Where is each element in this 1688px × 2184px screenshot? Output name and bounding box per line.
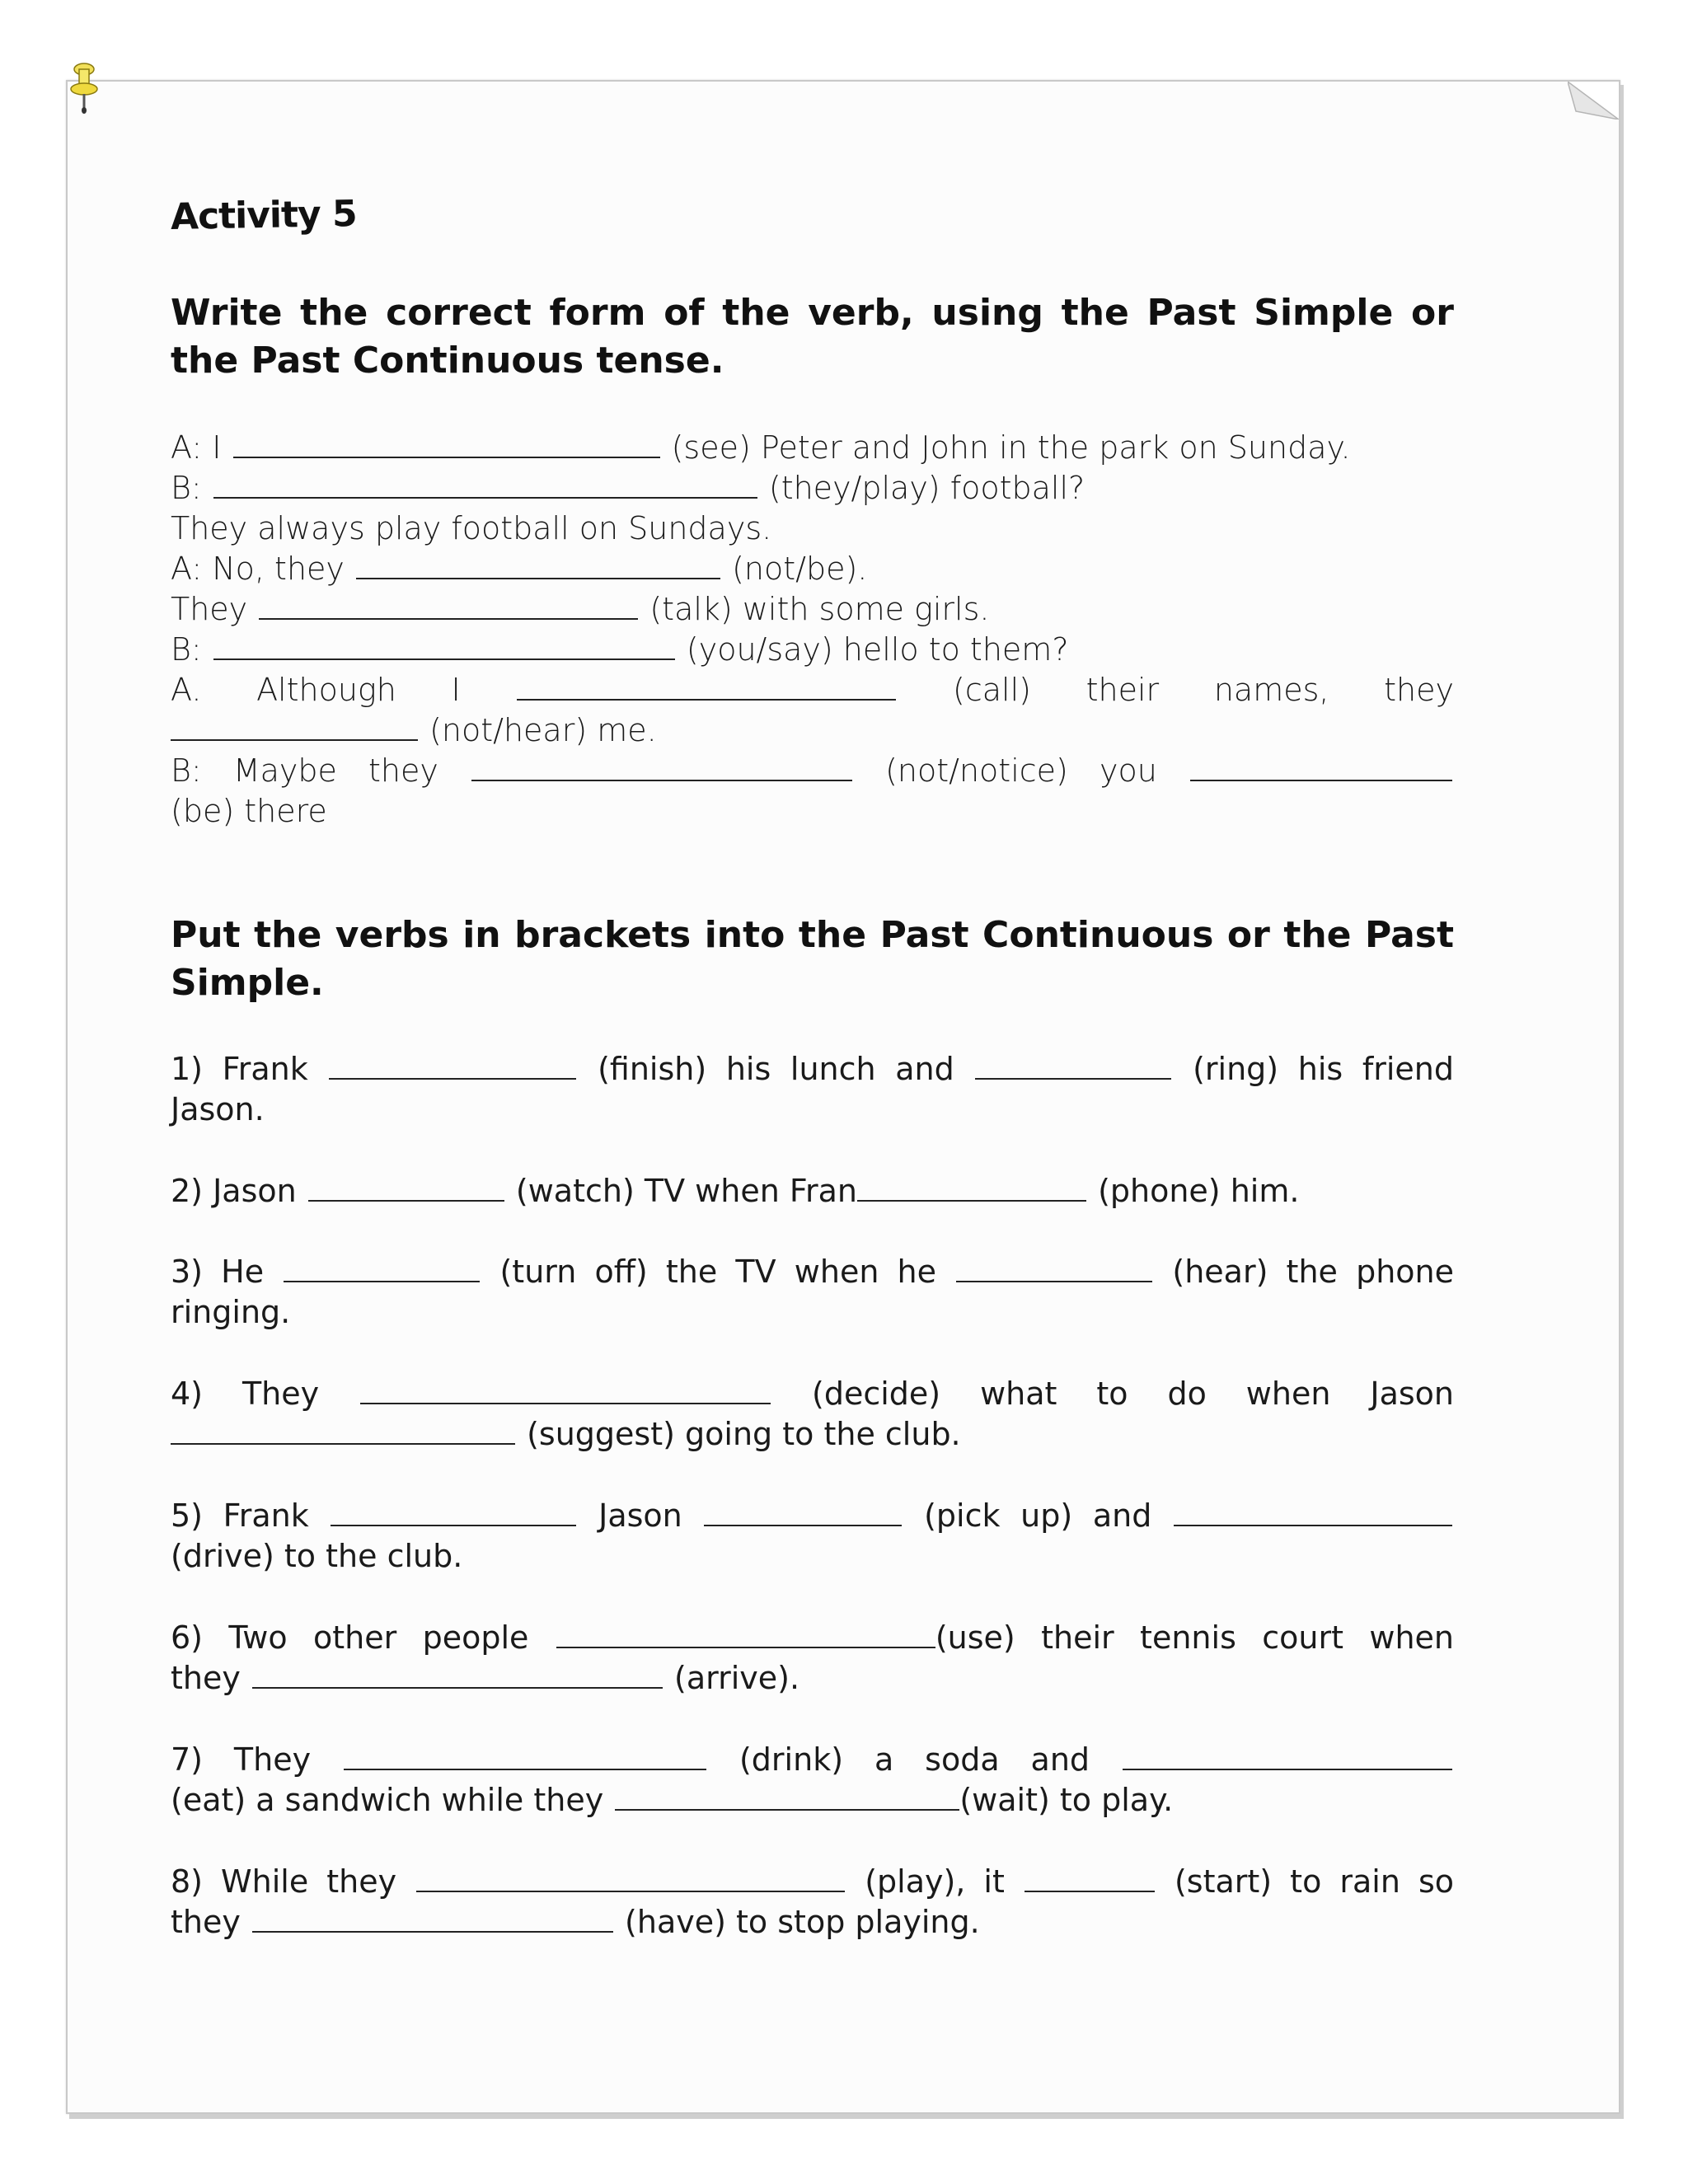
dialogue-line-10: (be) there	[171, 793, 327, 829]
dialogue-line-3: They always play football on Sundays.	[171, 510, 772, 546]
exercise-item-7: 7) They (drink) a soda and (eat) a sandwich while they (wait) to play.	[171, 1740, 1454, 1821]
answer-blank[interactable]	[956, 1256, 1152, 1282]
answer-blank[interactable]	[356, 553, 720, 579]
exercise-item-1: 1) Frank (finish) his lunch and (ring) his friend Jason.	[171, 1051, 1454, 1127]
answer-blank[interactable]	[213, 472, 757, 499]
exercise-item-2: 2) Jason (watch) TV when Fran (phone) him.	[171, 1173, 1300, 1209]
dialogue-line-7: A. Although I (call) their names, they	[171, 672, 1454, 708]
answer-blank[interactable]	[252, 1662, 663, 1689]
exercise-item-6: 6) Two other people (use) their tennis court when they (arrive).	[171, 1619, 1455, 1696]
answer-blank[interactable]	[615, 1784, 959, 1811]
dialogue-block	[171, 428, 1454, 832]
section1-instruction: Write the correct form of the verb, using the Past Simple or the Past Continuous tense.	[171, 292, 1454, 382]
answer-blank[interactable]	[360, 1378, 771, 1404]
answer-blank[interactable]	[308, 1175, 504, 1202]
answer-blank[interactable]	[1025, 1866, 1155, 1892]
exercise-item-3: 3) He (turn off) the TV when he (hear) the phone ringing.	[171, 1254, 1454, 1330]
dialogue-line-2: B: (they/play) football?	[171, 470, 1085, 506]
dialogue-line-9: B: Maybe they (not/notice) you	[171, 751, 1454, 791]
answer-blank[interactable]	[1190, 755, 1452, 781]
exercise-item-4: 4) They (decide) what to do when Jason (suggest) going to the club.	[171, 1376, 1454, 1452]
dialogue-line-8: (not/hear) me.	[171, 710, 1454, 751]
activity-title: Activity 5	[170, 193, 358, 238]
answer-blank[interactable]	[213, 634, 675, 660]
pushpin-icon	[66, 61, 102, 115]
answer-blank[interactable]	[517, 674, 896, 701]
answer-blank[interactable]	[416, 1866, 845, 1892]
answer-blank[interactable]	[1174, 1500, 1452, 1526]
answer-blank[interactable]	[284, 1256, 480, 1282]
answer-blank[interactable]	[259, 593, 638, 620]
answer-blank[interactable]	[171, 715, 418, 741]
answer-blank[interactable]	[471, 755, 852, 781]
answer-blank[interactable]	[857, 1175, 1086, 1202]
worksheet-page	[66, 80, 1620, 2114]
answer-blank[interactable]	[704, 1500, 902, 1526]
answer-blank[interactable]	[1123, 1744, 1452, 1770]
answer-blank[interactable]	[233, 432, 660, 458]
dialogue-line-5: They (talk) with some girls.	[171, 591, 990, 627]
dialogue-line-4: A: No, they (not/be).	[171, 551, 868, 587]
exercise-item-8: 8) While they (play), it (start) to rain so they (have) to stop playing.	[171, 1863, 1454, 1940]
answer-blank[interactable]	[329, 1053, 576, 1080]
page-curl-icon	[1568, 82, 1619, 120]
answer-blank[interactable]	[331, 1500, 576, 1526]
section2-instruction: Put the verbs in brackets into the Past Continuous or the Past Simple.	[171, 914, 1454, 1004]
answer-blank[interactable]	[252, 1906, 613, 1933]
answer-blank[interactable]	[344, 1744, 706, 1770]
answer-blank[interactable]	[975, 1053, 1171, 1080]
dialogue-line-1: A: I (see) Peter and John in the park on Sunday.	[171, 429, 1351, 466]
answer-blank[interactable]	[171, 1418, 515, 1445]
dialogue-line-6: B: (you/say) hello to them?	[171, 631, 1069, 668]
exercise-item-5: 5) Frank Jason (pick up) and (drive) to the club.	[171, 1496, 1454, 1577]
answer-blank[interactable]	[556, 1622, 935, 1648]
